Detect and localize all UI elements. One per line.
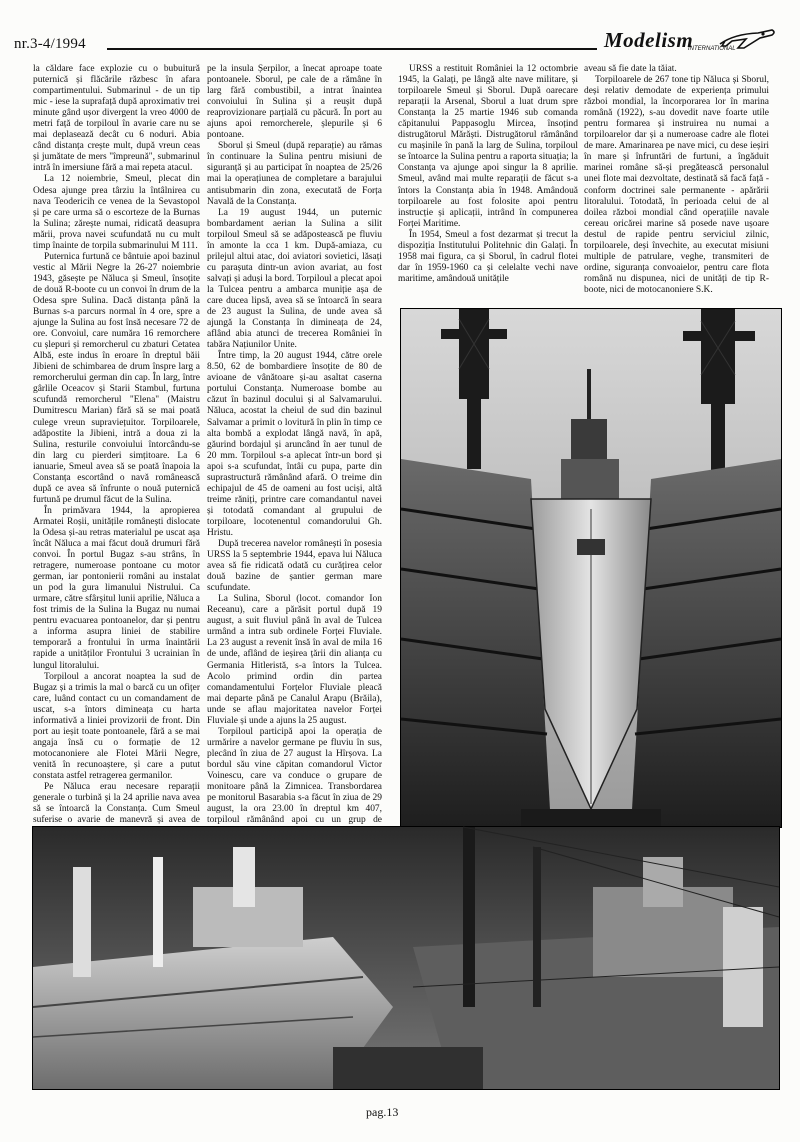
page-number: pag.13 bbox=[366, 1105, 399, 1119]
paragraph: la căldare face explozie cu o bubuitură puternică și flăcările răzbesc în afara compartimentului. Submarinul - de un tip mic - iese la suprafață după aproximativ trei minute gând ușor divergent la vreo 4000 de metri față de torpiloul în avarie care nu se mai deplasează decât cu 6 noduri. Abia când distanța crește mult, după vreun ceas și jumătate de mers "împreună", submarinul intră în imersiune fără a mai repeta atacul. bbox=[33, 64, 200, 174]
article-column-3 bbox=[398, 64, 578, 284]
paragraph: Torpiloul participă apoi la operația de urmărire a navelor germane pe fluviu în sus, plecând în ziua de 27 august la Hîrșova. La bordul său vine căpitan comandorul Victor Voinescu, care va conduce o grupare de monitoare până la Zimnicea. Transbordarea pe monitorul Basarabia s-a făcut în ziua de 29 august, la ora 23.00 în dreptul km 407, torpiloul rămânând apoi cu un grup de bbox=[207, 726, 382, 826]
article-column-1 bbox=[33, 64, 200, 826]
paragraph: La 19 august 1944, un puternic bombardament aerian la Sulina a silit torpiloul Smeul să se adăpostească pe fluviu în amonte la cca 1 km. După-amiaza, cu prilejul altui atac, doi aviatori sovietici, lăsați cu parașuta dintr-un avion avariat, au fost salvați și aduși la bord. Torpiloul a plecat apoi la Tulcea pentru a ambarca muniție așa de care ducea lipsă, avea să se întoarcă în seara de 23 august la Sulina, de unde avea să ajungă la Constanța în dimineața de 24, aflând abia atunci de trecerea României în tabăra Națiunilor Unite. bbox=[207, 207, 382, 351]
paragraph: La Sulina, Sborul (locot. comandor Ion Receanu), care a părăsit portul după 19 august, a suit fluviul până în aval de Tulcea urmând a intra sub ordinele Forței Fluviale. La 23 august a revenit însă în aval de mila 16 de unde, aflând de ieșirea țării din alianța cu Germania Hitleristă, s-a întors la Tulcea. Acolo primind ordin din partea comandamentului Forțelor Fluviale pleacă mai departe până pe Canalul Arapu (Brăila), unde se aflau majoritatea navelor Forței Fluviale și unde a ajuns la 25 august. bbox=[207, 594, 382, 726]
paragraph: URSS a restituit României la 12 octombrie 1945, la Galați, pe lângă alte nave militare, și torpiloarele Smeul și Sborul. După oarecare reparații la Arsenal, Sborul a luat drum spre Constanța la 25 martie 1946 sub comanda căpitanului Pappasoglu Mircea, însoțind distrugătorul Mărăști. Distrugătorul rămânând cu mașinile în pană la larg de Sulina, torpiloul se întoarce la Sulina pentru a raporta situația; la Constanța va ajunge apoi singur la 8 aprilie. Smeul, având mai multe reparații de făcut s-a întors la Constanța abia în 1948. Amândouă torpiloarele au fost folosite apoi pentru instrucție și aplicații, intrând în compunerea Forței Maritime. bbox=[398, 64, 578, 229]
magazine-logo: Modelism bbox=[604, 28, 694, 52]
paragraph: Sborul și Smeul (după reparație) au rămas în continuare la Sulina pentru misiuni de siguranță și au participat în noaptea de 25/26 mai la operațiunea de completare a barajului antisubmarin din zona, executată de Forța Navală de la Constanța. bbox=[207, 141, 382, 207]
paragraph: În 1954, Smeul a fost dezarmat și trecut la dispoziția Institutului Politehnic din Galați. În 1958 mai figura, ca și Sborul, în cadrul flotei dar în 1959-1960 ca și celelalte vechi nave maritime, amândouă unitățile bbox=[398, 229, 578, 284]
paragraph: La 12 noiembrie, Smeul, plecat din Odesa ajunge prea târziu la întâlnirea cu nava Teodericih ce venea de la Sevastopol și pe care urma să o escorteze de la Burnas la Sulina; zărește numai, ridicată deasupra mării, prova navei scufundată nu cu mult timp înainte de torpila submarinului M 111. bbox=[33, 174, 200, 251]
paragraph: În primăvara 1944, la apropierea Armatei Roșii, unitățile românești dislocate la Odesa și-au retras materialul pe uscat așa încât Năluca a mai făcut două drumuri fără convoi. În portul Bugaz s-au strâns, în retragere, numeroase pontoane cu motor german, iar pontonierii români au instalat un pod la gura limanului Nistrului. Ca urmare, către sfârșitul lunii aprilie, Năluca a fost trimis de la Sulina la Bugaz nu numai pentru evacuarea pontoanelor, dar și pentru a informa asupra liniei de stabilire temporară a frontului în urma înaintării rapide a unităților Frontului 3 ucrainian în lungul litoralului. bbox=[33, 505, 200, 671]
paragraph: Între timp, la 20 august 1944, către orele 8.50, 62 de bombardiere însoțite de 80 de avioane de vânătoare și-au asaltat caserna portului Constanța. Numeroase bombe au căzut în bazinul docului și al Salvamarului. Năluca, acostat la cheiul de sud din bazinul Salvamar a primit o lovitură în plin în timp ce alta bombă a explodat lângă navă, în apă, găurind bordajul și aruncând în aer tunul de 20 mm. Torpiloul s-a aplecat într-un bord și apoi s-a scufundat, întâi cu pupa, parte din suprastructură rămânând afară. O treime din echipajul de 45 de oameni au fost uciși, altă treime răniți, printre care comandantul navei și totodată comandant al grupului de torpiloare, locotenentul comandorului Gh. Hristu. bbox=[207, 351, 382, 538]
article-column-2 bbox=[207, 64, 382, 826]
airplane-logo-icon bbox=[714, 24, 778, 54]
paragraph: Puternica furtună ce bântuie apoi bazinul vestic al Mării Negre la 26-27 noiembrie 1943, găsește pe Năluca și Smeul, însoțite de două R-boote cu un convoi în drum de la Odesa spre Sulina. Dacă distanța până la Burnas s-a parcurs normal în 4 ore, spre a ajunge la Sulina au fost însă necesare 72 de ore. Convoiul, care număra 16 remorchere cu șlepuri și remorcherul cu zbaturi Cetatea Albă, este indus în eroare în dreptul băii Jibieni de schimbarea de drum înspre larg a remorcherului german din cap. În larg, între gârlile Oceacov și Starii Stambul, furtuna scufundă remorcherul "Elena" (Maistru Dumitrescu Marian) fără să se mai poată culege vreun supraviețuitor. Torpiloarele, adăpostite la Jibieni, intră a doua zi la Sulina, resturile convoiului întorcându-se din larg cu pierderi simțitoare. La 6 ianuarie, Smeul avea să se poată înapoia la Constanța escortând o navă românească după ce avea să înfrunte o nouă puternică furtună pe drumul făcut de la Sulina. bbox=[33, 251, 200, 505]
paragraph: Pe Năluca erau necesare reparații generale o turbină și la 24 aprilie nava avea să se întoarcă la Constanța. Cum Smeul suferise o avarie de manevră și avea de bbox=[33, 782, 200, 826]
moored-ships-photo bbox=[32, 826, 780, 1090]
drydock-ship-photo bbox=[400, 308, 782, 828]
paragraph: Torpiloul a ancorat noaptea la sud de Bugaz și a trimis la mal o barcă cu un ofițer care, luând contact cu un comandament de uscat, s-a întors dimineața cu harta informativă a liniei provizorii de front. Din port au ieșit toate pontoanele, fără a se mai angaja însă cu o formație de 12 motocanoniere ale Flotei Mării Negre, venită în recunoaștere, și care a putut constata astfel retragerea germanilor. bbox=[33, 671, 200, 781]
magazine-logo-subtitle: INTERNATIONAL bbox=[688, 46, 736, 52]
issue-number: nr.3-4/1994 bbox=[14, 36, 86, 52]
paragraph: Torpiloarele de 267 tone tip Năluca și Sborul, deși relativ demodate de experiența primului război mondial, la încorporarea lor în marina română (1922), s-au dovedit nave foarte utile pentru formarea și instruirea nu numai a torpiloarelor dar și a numeroase cadre ale flotei de mare. Amarinarea pe nave mici, cu dese ieșiri în mare și înfruntări de furtuni, a îngăduit marinei române să-și pregătească personalul unei flote mai dezvoltate, destinată să facă față - conform doctrinei sale permanente - apărării litoralului. Totodată, în perioada celui de al doilea război mondial când operațiile navale cereau oricărei marine să posede nave ușoare destul de rapide pentru serviciul zilnic, torpiloarele, deși învechite, au executat misiuni multiple de patrulare, veghe, transmiteri de ordine, siguranța convoaielor, pentru care flota română nu dispunea, nici de unități de tip R-boote, nici de motocanoniere S.K. bbox=[584, 75, 769, 295]
paragraph: După trecerea navelor românești în posesia URSS la 5 septembrie 1944, epava lui Năluca avea să fie ridicată odată cu curățirea celor două bazine de șantier german mare scufundate. bbox=[207, 539, 382, 594]
article-column-4 bbox=[584, 64, 769, 312]
paragraph: aveau să fie date la tăiat. bbox=[584, 64, 677, 74]
header-rule bbox=[107, 48, 597, 50]
paragraph: pe la insula Șerpilor, a înecat aproape toate pontoanele. Sborul, pe cale de a rămâne în larg fără combustibil, a intrat înaintea convoiului în Sulina și a reușit după reaprovizionare parțială cu păcură. În port au ajuns apoi remorcherele, șlepurile și 6 pontoane. bbox=[207, 64, 382, 141]
